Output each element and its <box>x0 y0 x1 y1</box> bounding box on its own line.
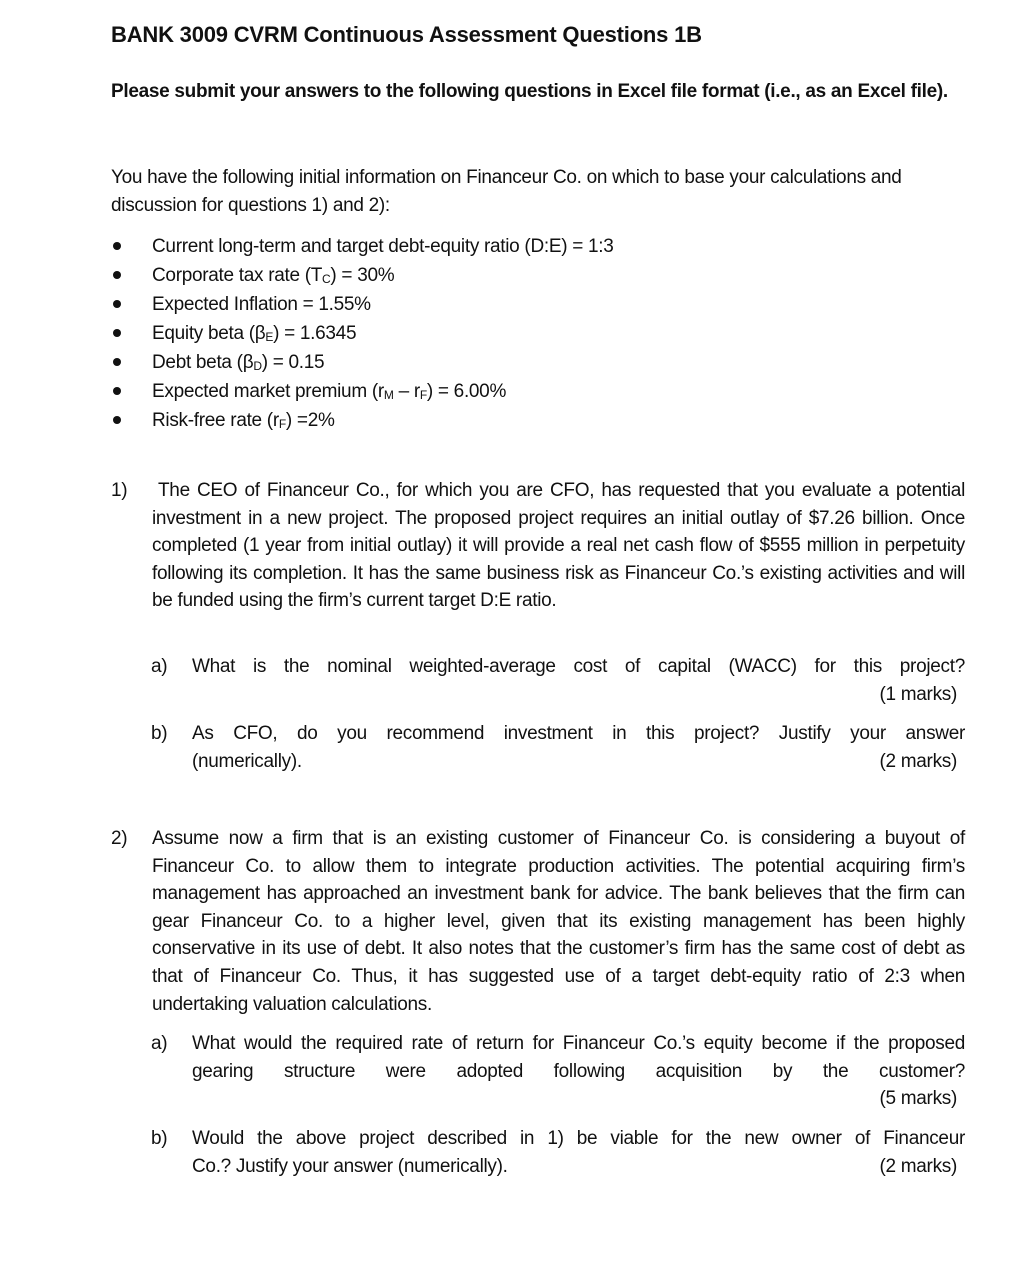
part-text-continued: Co.? Justify your answer (numerically). <box>192 1155 508 1177</box>
part-label: b) <box>151 1128 168 1149</box>
question-number: 2) <box>111 828 128 849</box>
bullet-icon <box>113 358 121 366</box>
bullet-icon <box>113 387 121 395</box>
question-2a <box>151 1030 965 1113</box>
part-label: b) <box>151 723 168 744</box>
given-item: Expected market premium $(r_M - r_F) = 6.00\%$ <box>111 377 614 406</box>
question-number: 1) <box>111 480 128 501</box>
question-1 <box>111 477 965 615</box>
given-information-list <box>111 232 614 435</box>
given-item: Debt beta $(\beta_D) = 0.15$ <box>111 348 614 377</box>
marks-label: (5 marks) <box>879 1088 957 1110</box>
bullet-icon <box>113 300 121 308</box>
part-text: As CFO, do you recommend investment in this project? Justify your answer <box>192 723 965 744</box>
question-2b <box>151 1125 965 1180</box>
given-item: Corporate tax rate $(T_C) = 30\%$ <box>111 261 614 290</box>
given-item: Current long-term and target debt-equity ratio (D:E) = 1:3 <box>111 232 614 261</box>
marks-label: (1 marks) <box>879 683 957 705</box>
bullet-icon <box>113 242 121 250</box>
bullet-icon <box>113 271 121 279</box>
question-1b <box>151 720 965 775</box>
part-text-continued: (numerically). <box>192 750 302 772</box>
marks-label: (2 marks) <box>879 1155 957 1177</box>
intro-paragraph: You have the following initial information on Financeur Co. on which to base your calculations and discussion for questions 1) and 2): <box>111 167 902 216</box>
question-2 <box>111 825 965 1018</box>
question-text: The CEO of Financeur Co., for which you are CFO, has requested that you evaluate a potential investment in a new project. The proposed project requires an initial outlay of $7.26 billion. Once completed (1 year from initial outlay) it will provide a real net cash flow of $555 million in perpetuity following its completion. It has the same business risk as Financeur Co.’s existing activities and will be funded using the firm’s current target D:E ratio. <box>152 480 965 612</box>
question-1a <box>151 653 965 708</box>
question-text: Assume now a firm that is an existing customer of Financeur Co. is considering a buyout of Financeur Co. to allow them to integrate production activities. The potential acquiring firm’s management has approached an investment bank for advice. The bank believes that the firm can gear Financeur Co. to a higher level, given that its existing management has been highly conservative in its use of debt. It also notes that the customer’s firm has the same cost of debt as that of Financeur Co. Thus, it has suggested use of a target debt-equity ratio of 2:3 when undertaking valuation calculations. <box>152 828 965 1015</box>
bullet-icon <box>113 329 121 337</box>
given-item: Expected Inflation = 1.55% <box>111 290 614 319</box>
given-item: Equity beta $(\beta_E) = 1.6345$ <box>111 319 614 348</box>
part-text: Would the above project described in 1) be viable for the new owner of Financeur <box>192 1128 965 1149</box>
part-label: a) <box>151 656 168 677</box>
submission-instruction: Please submit your answers to the following questions in Excel file format (i.e., as an Excel file). <box>111 81 948 102</box>
marks-label: (2 marks) <box>879 750 957 772</box>
page-title: BANK 3009 CVRM Continuous Assessment Questions 1B <box>111 22 702 47</box>
part-text: What would the required rate of return for Financeur Co.’s equity become if the proposed gearing structure were adopted following acquisition by the customer? <box>192 1033 965 1082</box>
part-label: a) <box>151 1033 168 1054</box>
given-item: Risk-free rate $(r_F) =2\%$ <box>111 406 614 435</box>
part-text: What is the nominal weighted-average cost of capital (WACC) for this project? <box>192 656 965 677</box>
bullet-icon <box>113 416 121 424</box>
